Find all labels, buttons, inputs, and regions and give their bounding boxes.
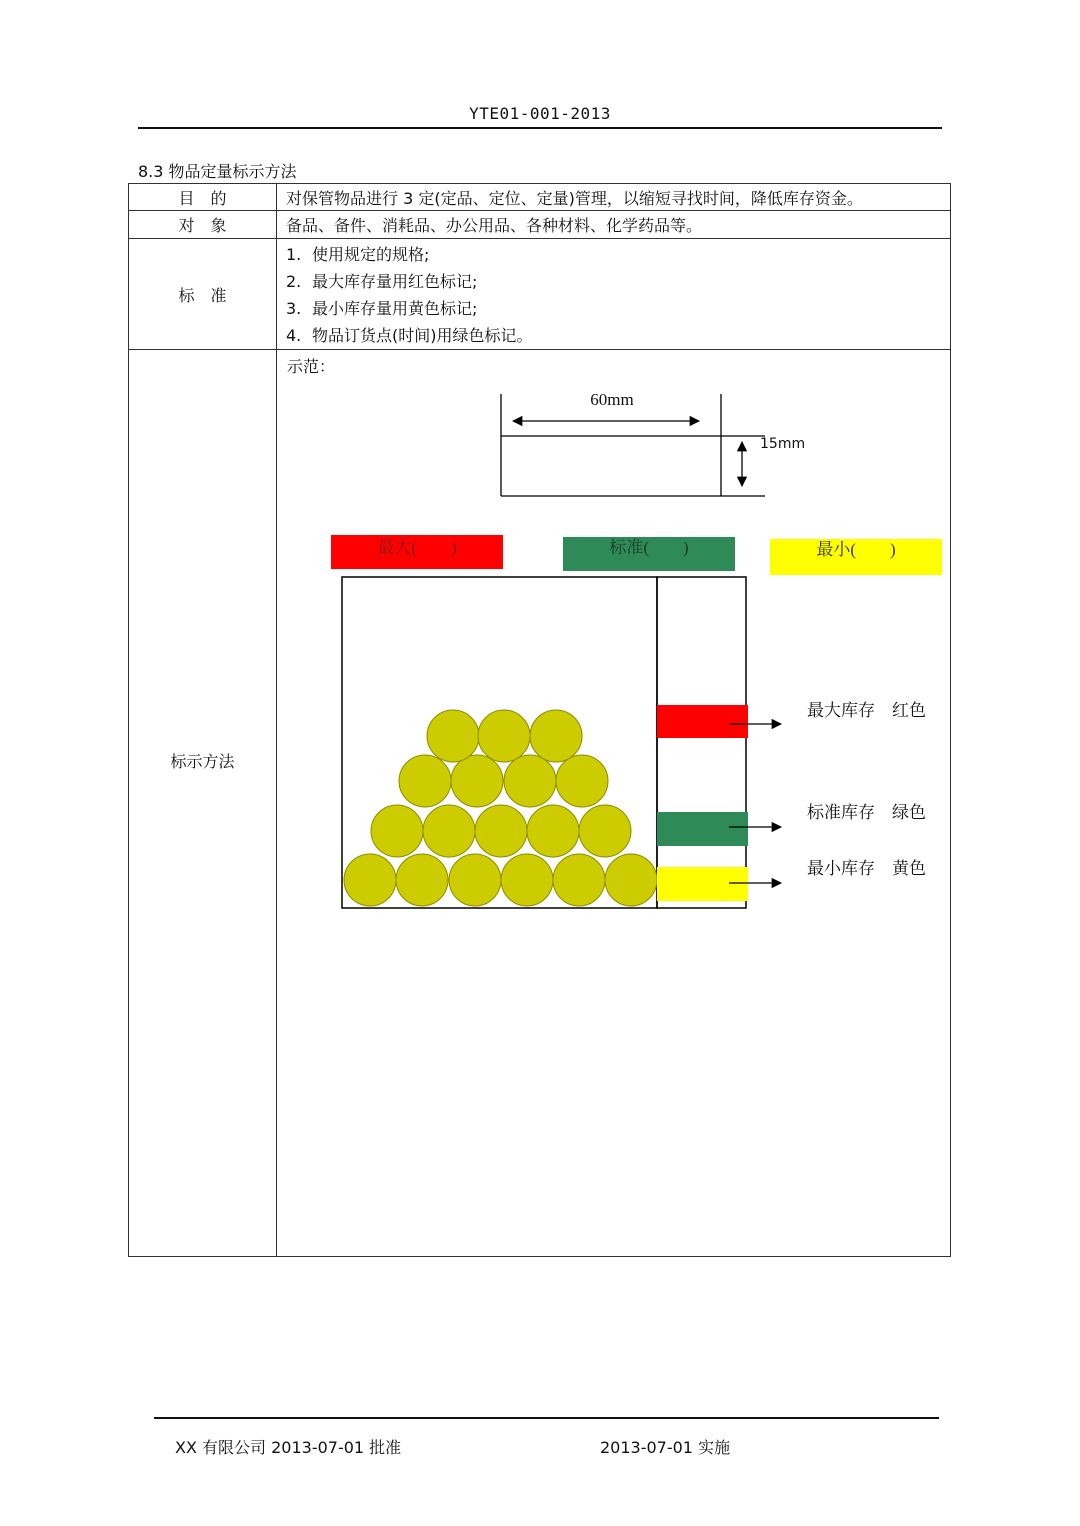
stock-item-ball bbox=[427, 710, 479, 762]
purpose-value: 对保管物品进行 3 定(定品、定位、定量)管理，以缩短寻找时间，降低库存资金。 bbox=[277, 184, 951, 211]
height-dimension-text: 15mm bbox=[760, 436, 806, 452]
standard-row bbox=[129, 239, 951, 350]
stock-item-ball bbox=[556, 755, 608, 807]
demo-label: 示范： bbox=[287, 357, 336, 376]
level-standard-label: 标准库存 绿色 bbox=[807, 803, 926, 823]
stock-item-ball bbox=[553, 854, 605, 906]
footer-approval: XX 有限公司 2013-07-01 批准 bbox=[175, 1438, 402, 1457]
stock-item-ball bbox=[475, 805, 527, 857]
footer-rule bbox=[154, 1417, 939, 1419]
stock-item-ball bbox=[527, 805, 579, 857]
purpose-row bbox=[129, 184, 951, 211]
stock-item-ball bbox=[423, 805, 475, 857]
level-max-label: 最大库存 红色 bbox=[807, 701, 926, 721]
stock-item-ball bbox=[478, 710, 530, 762]
spec-table bbox=[128, 183, 951, 1257]
tag-standard-label: 标准( ) bbox=[609, 538, 689, 557]
method-cell bbox=[277, 350, 951, 1257]
stock-level-diagram bbox=[277, 350, 951, 1259]
level-min-swatch bbox=[657, 867, 748, 901]
tag-max bbox=[331, 535, 503, 569]
stock-item-ball bbox=[396, 854, 448, 906]
stock-item-ball bbox=[371, 805, 423, 857]
tag-min-label: 最小( ) bbox=[816, 540, 896, 559]
stock-item-ball bbox=[579, 805, 631, 857]
object-label: 对 象 bbox=[129, 211, 277, 239]
storage-box bbox=[342, 577, 746, 908]
method-row bbox=[129, 350, 951, 1257]
footer-effective: 2013-07-01 实施 bbox=[600, 1438, 731, 1457]
label-dimension-sketch bbox=[501, 390, 805, 496]
list-item: 3. 最小库存量用黄色标记; bbox=[286, 299, 478, 318]
tag-max-label: 最大( ) bbox=[377, 538, 457, 557]
object-value: 备品、备件、消耗品、办公用品、各种材料、化学药品等。 bbox=[277, 211, 951, 239]
list-item: 2. 最大库存量用红色标记; bbox=[286, 272, 478, 291]
stock-item-ball bbox=[399, 755, 451, 807]
level-min bbox=[657, 859, 926, 901]
standard-list bbox=[286, 239, 950, 349]
level-min-label: 最小库存 黄色 bbox=[807, 859, 926, 879]
list-item: 4. 物品订货点(时间)用绿色标记。 bbox=[286, 326, 533, 345]
tag-standard bbox=[563, 537, 735, 571]
stock-item-ball bbox=[501, 854, 553, 906]
header-rule bbox=[138, 127, 942, 129]
stock-item-ball bbox=[504, 755, 556, 807]
document-code: YTE01-001-2013 bbox=[469, 104, 611, 123]
stock-item-ball bbox=[605, 854, 657, 906]
object-row bbox=[129, 211, 951, 239]
level-strip-outline bbox=[657, 577, 746, 908]
level-standard bbox=[657, 803, 926, 846]
stock-item-ball bbox=[530, 710, 582, 762]
level-max bbox=[657, 701, 926, 738]
stock-item-ball bbox=[344, 854, 396, 906]
purpose-label: 目 的 bbox=[129, 184, 277, 211]
level-standard-swatch bbox=[657, 812, 748, 846]
section-title: 8.3 物品定量标示方法 bbox=[138, 162, 297, 181]
level-max-swatch bbox=[657, 705, 748, 738]
stacked-items bbox=[344, 710, 657, 906]
width-dimension-text: 60mm bbox=[590, 390, 634, 409]
stock-item-ball bbox=[451, 755, 503, 807]
list-item: 1. 使用规定的规格; bbox=[286, 245, 430, 264]
method-label: 标示方法 bbox=[129, 350, 277, 1257]
standard-label: 标 准 bbox=[129, 239, 277, 350]
stock-item-ball bbox=[449, 854, 501, 906]
standard-value bbox=[277, 239, 951, 350]
tag-min bbox=[770, 539, 942, 575]
